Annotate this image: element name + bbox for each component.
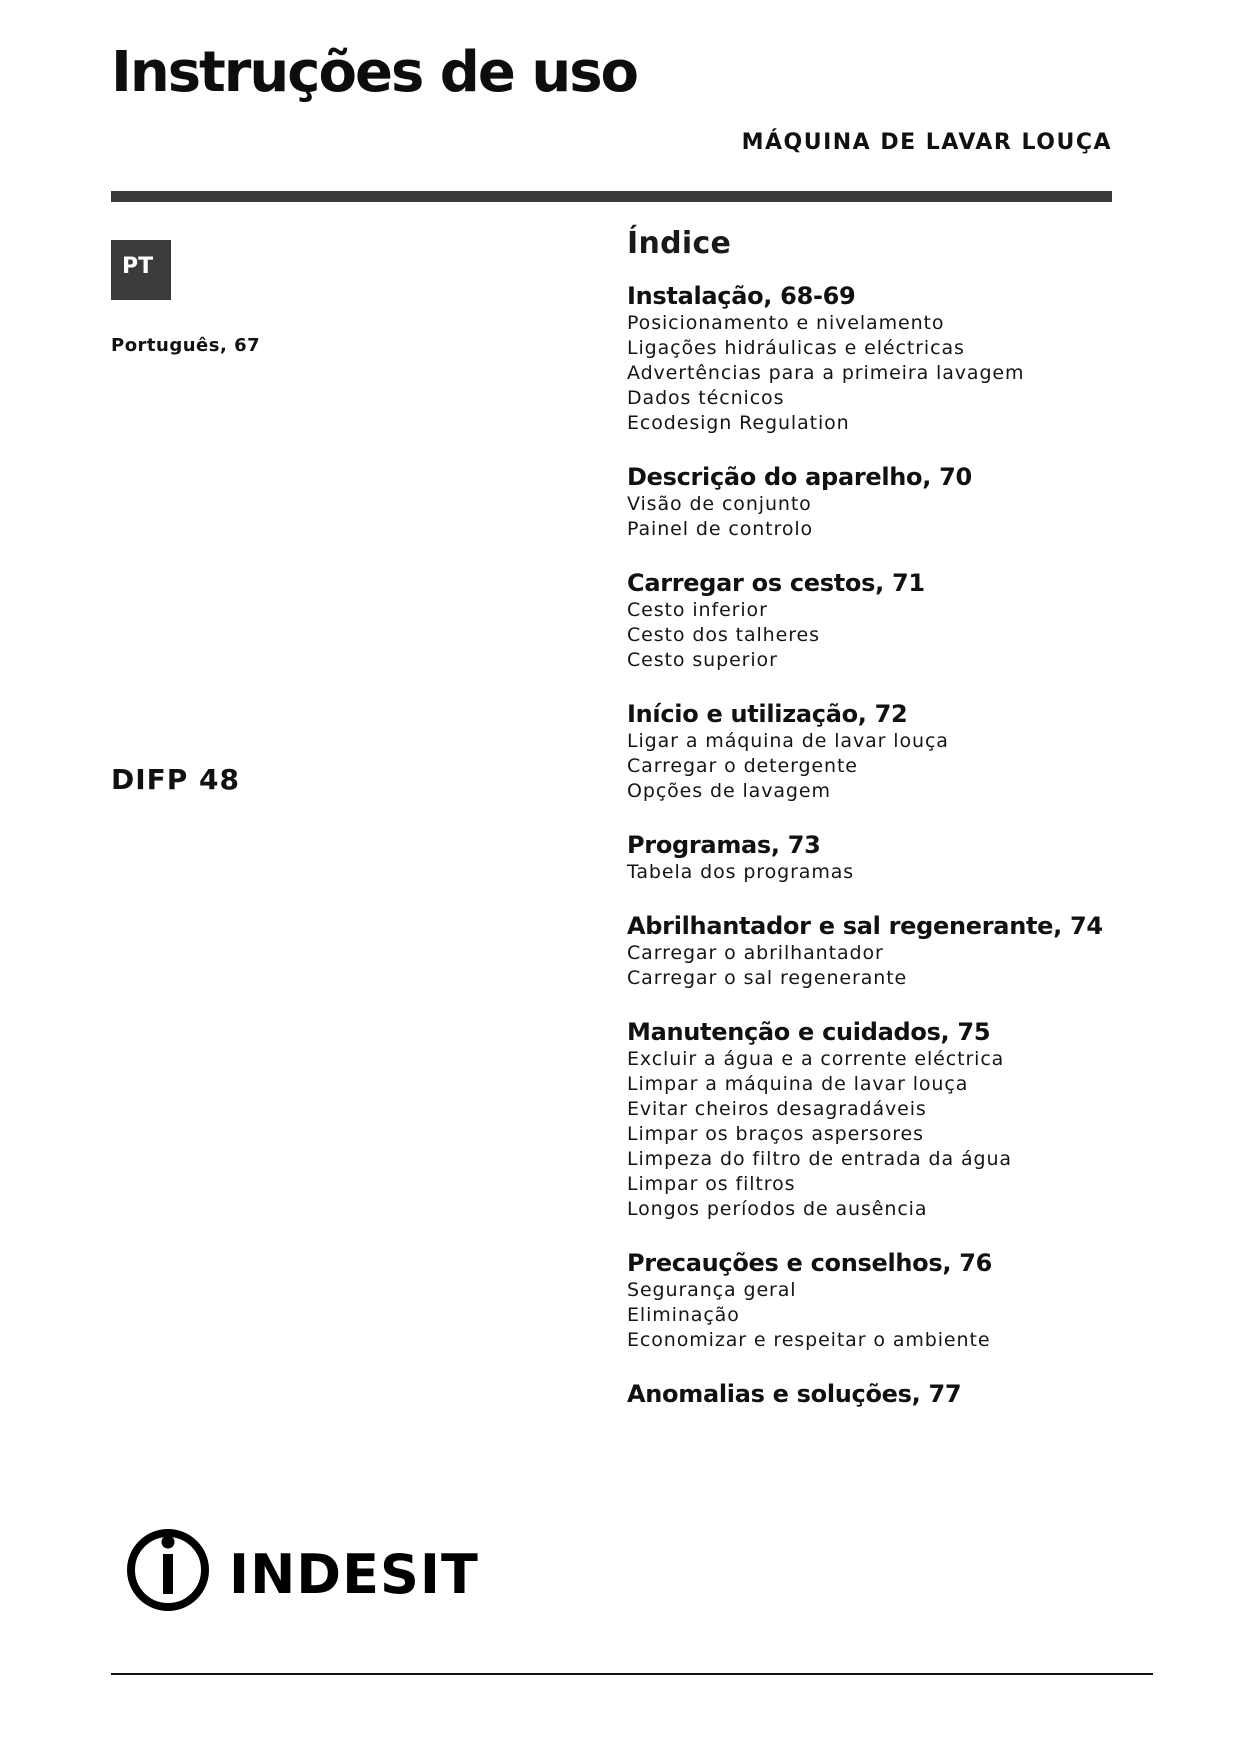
language-badge: PT (111, 240, 171, 300)
toc-item[interactable]: Limpar os filtros (627, 1173, 796, 1195)
toc-item[interactable]: Longos períodos de ausência (627, 1198, 928, 1220)
toc-item[interactable]: Eliminação (627, 1304, 740, 1326)
toc-item[interactable]: Posicionamento e nivelamento (627, 312, 945, 334)
toc-section-title[interactable]: Precauções e conselhos, 76 (627, 1249, 992, 1277)
indesit-logo (124, 1520, 504, 1620)
table-of-contents (627, 226, 1147, 1435)
toc-item[interactable]: Carregar o detergente (627, 755, 858, 777)
toc-item[interactable]: Limpeza do filtro de entrada da água (627, 1148, 1012, 1170)
brand-name: INDESIT (229, 1543, 479, 1606)
toc-heading: Índice (627, 226, 732, 261)
toc-section-title[interactable]: Instalação, 68-69 (627, 282, 856, 310)
toc-item[interactable]: Dados técnicos (627, 387, 785, 409)
toc-item[interactable]: Ligações hidráulicas e eléctricas (627, 337, 965, 359)
toc-item[interactable]: Cesto inferior (627, 599, 768, 621)
header-divider (111, 191, 1112, 202)
toc-section (627, 830, 1147, 885)
toc-section (627, 568, 1147, 673)
toc-item[interactable]: Opções de lavagem (627, 780, 831, 802)
toc-item[interactable]: Carregar o sal regenerante (627, 967, 908, 989)
indesit-logo-icon (131, 1533, 205, 1607)
toc-item[interactable]: Tabela dos programas (627, 861, 855, 883)
product-type: MÁQUINA DE LAVAR LOUÇA (741, 130, 1112, 155)
toc-item[interactable]: Ligar a máquina de lavar louça (627, 730, 949, 752)
toc-item[interactable]: Evitar cheiros desagradáveis (627, 1098, 927, 1120)
toc-item[interactable]: Segurança geral (627, 1279, 797, 1301)
language-entry[interactable]: Português, 67 (111, 335, 261, 356)
toc-item[interactable]: Economizar e respeitar o ambiente (627, 1329, 991, 1351)
page-title: Instruções de uso (111, 40, 637, 105)
toc-section-title[interactable]: Início e utilização, 72 (627, 700, 908, 728)
toc-item[interactable]: Cesto superior (627, 649, 778, 671)
toc-section-title[interactable]: Abrilhantador e sal regenerante, 74 (627, 912, 1103, 940)
toc-section (627, 699, 1147, 804)
toc-item[interactable]: Limpar a máquina de lavar louça (627, 1073, 969, 1095)
toc-section (627, 281, 1147, 436)
toc-section-title[interactable]: Manutenção e cuidados, 75 (627, 1018, 991, 1046)
toc-section (627, 911, 1147, 991)
toc-item[interactable]: Limpar os braços aspersores (627, 1123, 924, 1145)
toc-item[interactable]: Excluir a água e a corrente eléctrica (627, 1048, 1005, 1070)
toc-section-title[interactable]: Programas, 73 (627, 831, 821, 859)
toc-section (627, 1248, 1147, 1353)
toc-item[interactable]: Painel de controlo (627, 518, 814, 540)
footer-divider (111, 1673, 1153, 1675)
toc-section-title[interactable]: Carregar os cestos, 71 (627, 569, 925, 597)
toc-item[interactable]: Carregar o abrilhantador (627, 942, 884, 964)
toc-item[interactable]: Ecodesign Regulation (627, 412, 850, 434)
model-number: DIFP 48 (111, 763, 241, 796)
toc-section-title[interactable]: Descrição do aparelho, 70 (627, 463, 972, 491)
toc-sections (627, 281, 1147, 1409)
toc-item[interactable]: Advertências para a primeira lavagem (627, 362, 1025, 384)
toc-item[interactable]: Cesto dos talheres (627, 624, 820, 646)
toc-section (627, 1017, 1147, 1222)
toc-section (627, 1379, 1147, 1409)
toc-section (627, 462, 1147, 542)
toc-section-title[interactable]: Anomalias e soluções, 77 (627, 1380, 962, 1408)
toc-item[interactable]: Visão de conjunto (627, 493, 812, 515)
